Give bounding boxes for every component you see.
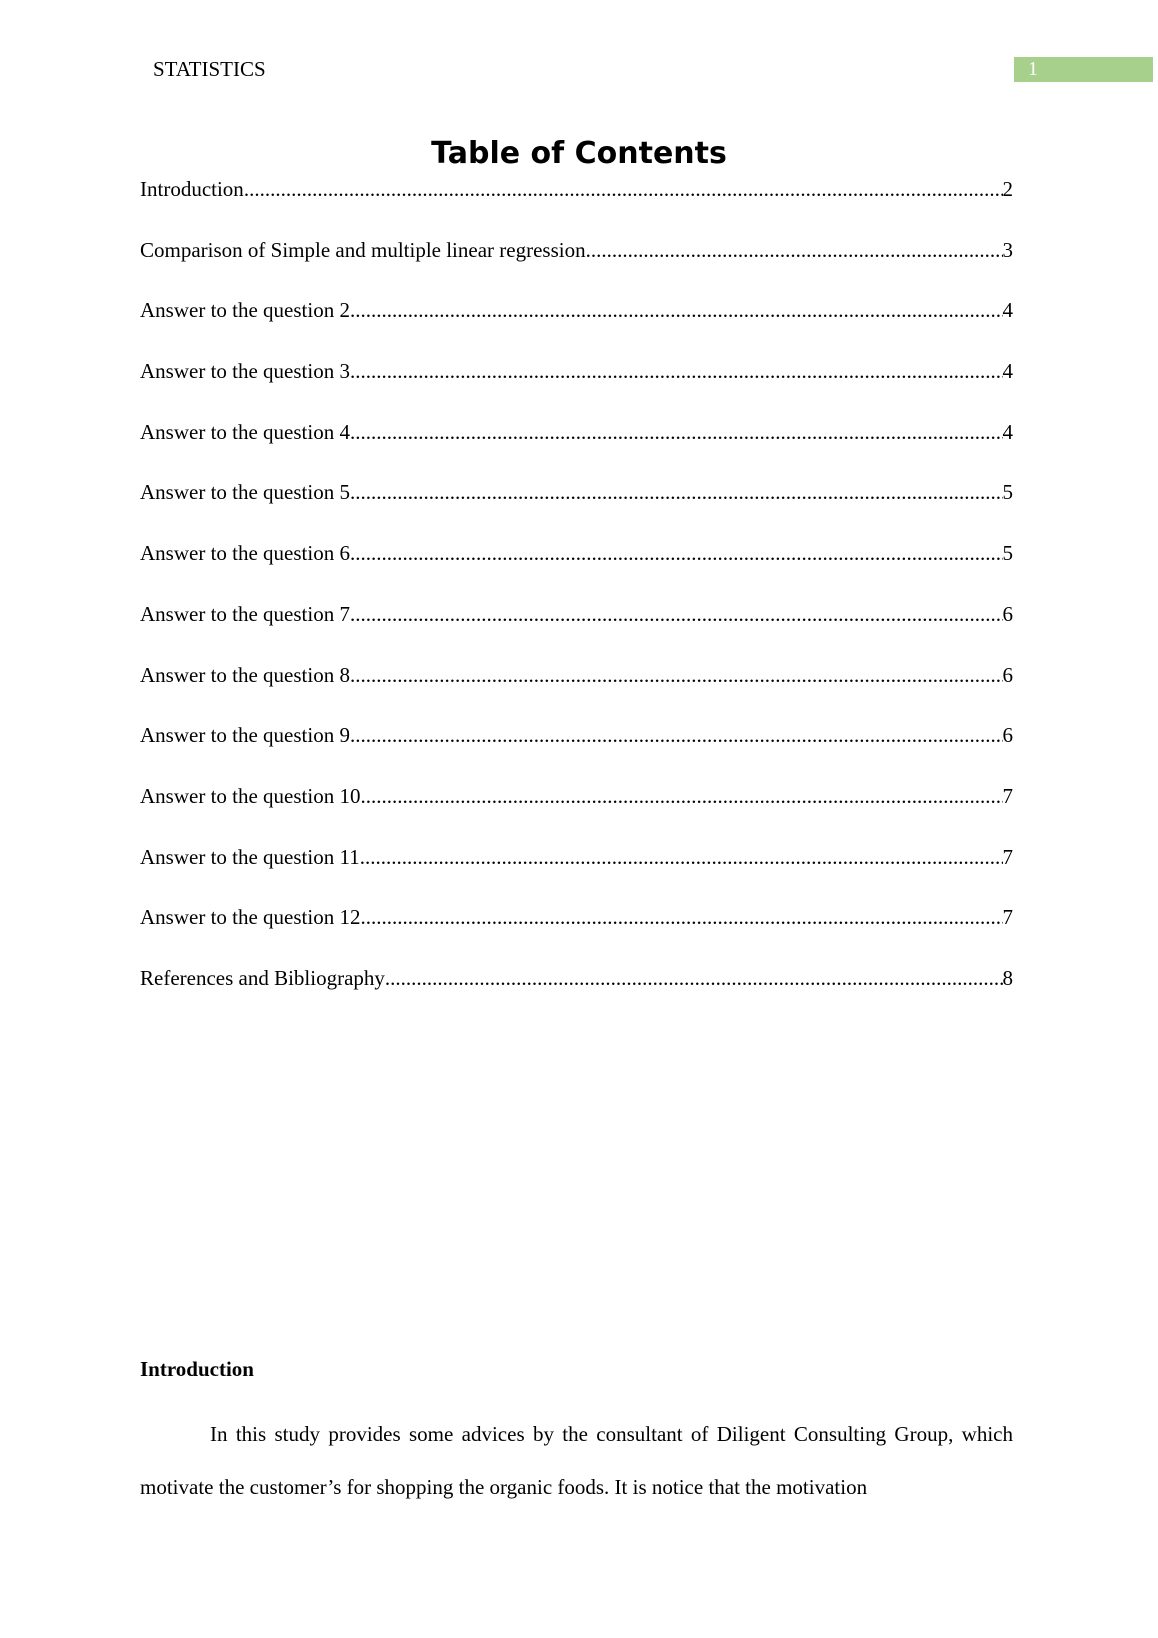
toc-entry-page: 2 [1002, 177, 1013, 201]
toc-entry-label: Answer to the question 4 [140, 419, 350, 444]
toc-entry-page: 7 [1002, 783, 1013, 808]
toc-entry[interactable] [140, 663, 1013, 724]
toc-entry[interactable] [140, 298, 1013, 359]
toc-entry-page: 7 [1002, 844, 1013, 869]
toc-entry-page: 6 [1002, 662, 1013, 687]
toc-dot-leader [350, 723, 1003, 784]
toc-entry-page: 6 [1002, 723, 1013, 748]
toc-entry-label: References and Bibliography [140, 965, 385, 990]
toc-entry-page: 3 [1002, 237, 1013, 262]
toc-dot-leader [350, 298, 1003, 359]
toc-entry[interactable] [140, 480, 1013, 541]
toc-entry[interactable] [140, 723, 1013, 784]
toc-entry[interactable] [140, 784, 1013, 845]
table-of-contents [140, 177, 1013, 1027]
toc-entry-label: Comparison of Simple and multiple linear regression [140, 237, 586, 262]
toc-dot-leader [350, 663, 1003, 724]
toc-entry-label: Answer to the question 7 [140, 601, 350, 626]
toc-dot-leader [244, 177, 1003, 238]
toc-entry-page: 6 [1002, 601, 1013, 626]
toc-entry-page: 5 [1002, 480, 1013, 505]
toc-dot-leader [360, 905, 1002, 966]
toc-entry[interactable] [140, 602, 1013, 663]
toc-entry-label: Answer to the question 8 [140, 662, 350, 687]
toc-entry[interactable] [140, 541, 1013, 602]
introduction-heading: Introduction [140, 1357, 254, 1381]
toc-entry[interactable] [140, 177, 1013, 238]
toc-entry-label: Answer to the question 2 [140, 298, 350, 323]
toc-entry[interactable] [140, 359, 1013, 420]
toc-dot-leader [385, 966, 1003, 1027]
toc-title: Table of Contents [431, 136, 727, 171]
toc-entry[interactable] [140, 420, 1013, 481]
toc-entry[interactable] [140, 905, 1013, 966]
toc-entry-page: 7 [1002, 905, 1013, 930]
toc-entry-page: 5 [1002, 541, 1013, 566]
toc-dot-leader [350, 359, 1003, 420]
toc-entry-label: Answer to the question 3 [140, 359, 350, 384]
running-header-title: STATISTICS [153, 57, 266, 81]
page-number: 1 [1028, 58, 1038, 80]
toc-entry-page: 8 [1002, 965, 1013, 990]
toc-dot-leader [350, 480, 1003, 541]
toc-dot-leader [360, 784, 1002, 845]
toc-entry-page: 4 [1002, 419, 1013, 444]
toc-entry-page: 4 [1002, 298, 1013, 323]
toc-entry-label: Answer to the question 12 [140, 905, 361, 930]
toc-entry[interactable] [140, 845, 1013, 906]
toc-entry-label: Answer to the question 10 [140, 783, 361, 808]
introduction-paragraph: In this study provides some advices by the consultant of Diligent Consulting Group, which motivate the customer’s for shopping the organic foods. It is notice that the motivation [140, 1422, 1013, 1499]
toc-entry-label: Answer to the question 6 [140, 541, 350, 566]
toc-entry-label: Answer to the question 9 [140, 723, 350, 748]
toc-dot-leader [350, 541, 1003, 602]
toc-entry[interactable] [140, 966, 1013, 1027]
toc-entry-page: 4 [1002, 359, 1013, 384]
page-number-box [1014, 57, 1153, 82]
toc-dot-leader [350, 602, 1003, 663]
toc-entry-label: Answer to the question 5 [140, 480, 350, 505]
toc-entry-label: Introduction [140, 177, 244, 201]
toc-dot-leader [350, 420, 1003, 481]
toc-entry[interactable] [140, 238, 1013, 299]
toc-entry-label: Answer to the question 11 [140, 844, 360, 869]
toc-dot-leader [586, 238, 1003, 299]
toc-dot-leader [360, 845, 1003, 906]
